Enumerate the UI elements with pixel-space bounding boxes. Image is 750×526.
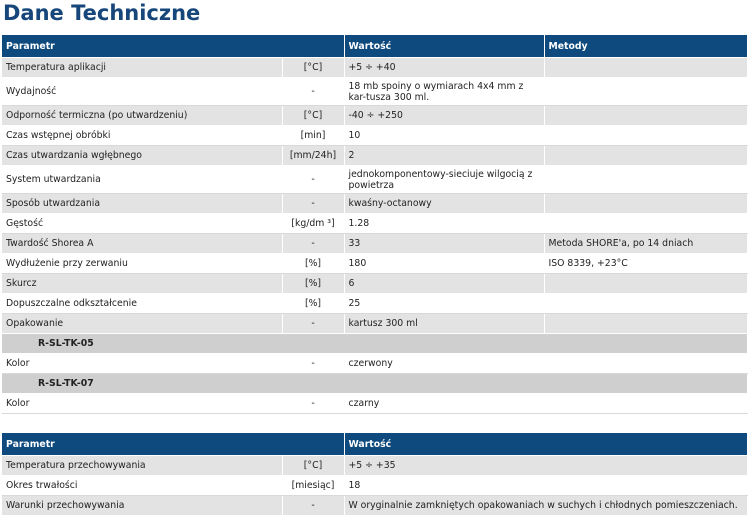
row-method xyxy=(544,126,747,146)
row-value: +5 ÷ +40 xyxy=(344,58,544,78)
row-value-text: jednokomponentowy-sieciuje wilgocią z powietrza xyxy=(348,168,533,191)
row-unit: [%] xyxy=(282,254,344,274)
table-header-row xyxy=(2,35,747,58)
row-unit: - xyxy=(282,496,344,516)
row-unit: - xyxy=(282,78,344,106)
row-value: 10 xyxy=(344,126,544,146)
table-row xyxy=(2,476,747,496)
row-name: Dopuszczalne odkształcenie xyxy=(2,294,282,314)
row-value: 1.28 xyxy=(344,214,544,234)
table-row xyxy=(2,106,747,126)
row-value xyxy=(344,78,544,106)
group-label: R-SL-TK-05 xyxy=(2,334,747,354)
table-row xyxy=(2,234,747,254)
row-value: 180 xyxy=(344,254,544,274)
row-method xyxy=(544,194,747,214)
row-method xyxy=(544,354,747,374)
row-method xyxy=(544,394,747,414)
table-row xyxy=(2,394,747,414)
header-wartosc: Wartość xyxy=(344,433,747,456)
table-row xyxy=(2,254,747,274)
table-row xyxy=(2,78,747,106)
row-value: +5 ÷ +35 xyxy=(344,456,747,476)
row-method xyxy=(544,294,747,314)
row-unit: [°C] xyxy=(282,106,344,126)
row-method xyxy=(544,274,747,294)
row-name: Wydłużenie przy zerwaniu xyxy=(2,254,282,274)
row-name: Sposób utwardzania xyxy=(2,194,282,214)
row-name: Gęstość xyxy=(2,214,282,234)
row-value: czarny xyxy=(344,394,544,414)
row-unit: - xyxy=(282,166,344,194)
row-value: -40 ÷ +250 xyxy=(344,106,544,126)
row-name: Kolor xyxy=(2,354,282,374)
table-row xyxy=(2,274,747,294)
row-unit: - xyxy=(282,234,344,254)
row-unit: [°C] xyxy=(282,58,344,78)
row-unit: [%] xyxy=(282,274,344,294)
row-name: Temperatura przechowywania xyxy=(2,456,282,476)
row-name: Skurcz xyxy=(2,274,282,294)
row-name: Czas utwardzania wgłębnego xyxy=(2,146,282,166)
row-name: Okres trwałości xyxy=(2,476,282,496)
row-name: Wydajność xyxy=(2,78,282,106)
table-header-row xyxy=(2,433,747,456)
page-title: Dane Techniczne xyxy=(3,1,201,25)
row-value-text: 18 mb spoiny o wymiarach 4x4 mm z kar-tusza 300 ml. xyxy=(348,80,524,103)
row-name: Czas wstępnej obróbki xyxy=(2,126,282,146)
row-name: Twardość Shorea A xyxy=(2,234,282,254)
row-unit: [miesiąc] xyxy=(282,476,344,496)
row-unit: - xyxy=(282,394,344,414)
storage-table xyxy=(2,433,748,516)
row-value: W oryginalnie zamkniętych opakowaniach w suchych i chłodnych pomieszczeniach. xyxy=(344,496,747,516)
row-method xyxy=(544,58,747,78)
row-method xyxy=(544,214,747,234)
row-method xyxy=(544,166,747,194)
technical-data-table xyxy=(2,35,748,414)
row-method xyxy=(544,314,747,334)
row-unit: [min] xyxy=(282,126,344,146)
row-method: ISO 8339, +23°C xyxy=(544,254,747,274)
row-name: System utwardzania xyxy=(2,166,282,194)
header-wartosc: Wartość xyxy=(344,35,544,58)
row-unit: [mm/24h] xyxy=(282,146,344,166)
table-row xyxy=(2,146,747,166)
row-unit: [°C] xyxy=(282,456,344,476)
row-value: kartusz 300 ml xyxy=(344,314,544,334)
table-row xyxy=(2,58,747,78)
row-unit: [kg/dm ³] xyxy=(282,214,344,234)
row-unit: - xyxy=(282,194,344,214)
row-unit: [%] xyxy=(282,294,344,314)
row-value: 33 xyxy=(344,234,544,254)
table-row xyxy=(2,314,747,334)
row-name: Odporność termiczna (po utwardzeniu) xyxy=(2,106,282,126)
header-parametr: Parametr xyxy=(2,433,344,456)
table-row xyxy=(2,166,747,194)
table-row xyxy=(2,126,747,146)
row-value: 18 xyxy=(344,476,747,496)
table-row xyxy=(2,194,747,214)
table-row xyxy=(2,354,747,374)
table-row xyxy=(2,456,747,476)
row-unit: - xyxy=(282,314,344,334)
row-name: Warunki przechowywania xyxy=(2,496,282,516)
table-row xyxy=(2,496,747,516)
row-name: Temperatura aplikacji xyxy=(2,58,282,78)
table-row xyxy=(2,214,747,234)
row-method: Metoda SHORE'a, po 14 dniach xyxy=(544,234,747,254)
row-unit: - xyxy=(282,354,344,374)
row-value: 2 xyxy=(344,146,544,166)
row-method xyxy=(544,106,747,126)
header-metody: Metody xyxy=(544,35,747,58)
row-value: kwaśny-octanowy xyxy=(344,194,544,214)
row-value: 6 xyxy=(344,274,544,294)
row-name: Opakowanie xyxy=(2,314,282,334)
row-method xyxy=(544,78,747,106)
row-value: czerwony xyxy=(344,354,544,374)
row-method xyxy=(544,146,747,166)
table-row xyxy=(2,294,747,314)
group-row xyxy=(2,374,747,394)
group-row xyxy=(2,334,747,354)
header-parametr: Parametr xyxy=(2,35,344,58)
row-value xyxy=(344,166,544,194)
row-name: Kolor xyxy=(2,394,282,414)
group-label: R-SL-TK-07 xyxy=(2,374,747,394)
row-value: 25 xyxy=(344,294,544,314)
